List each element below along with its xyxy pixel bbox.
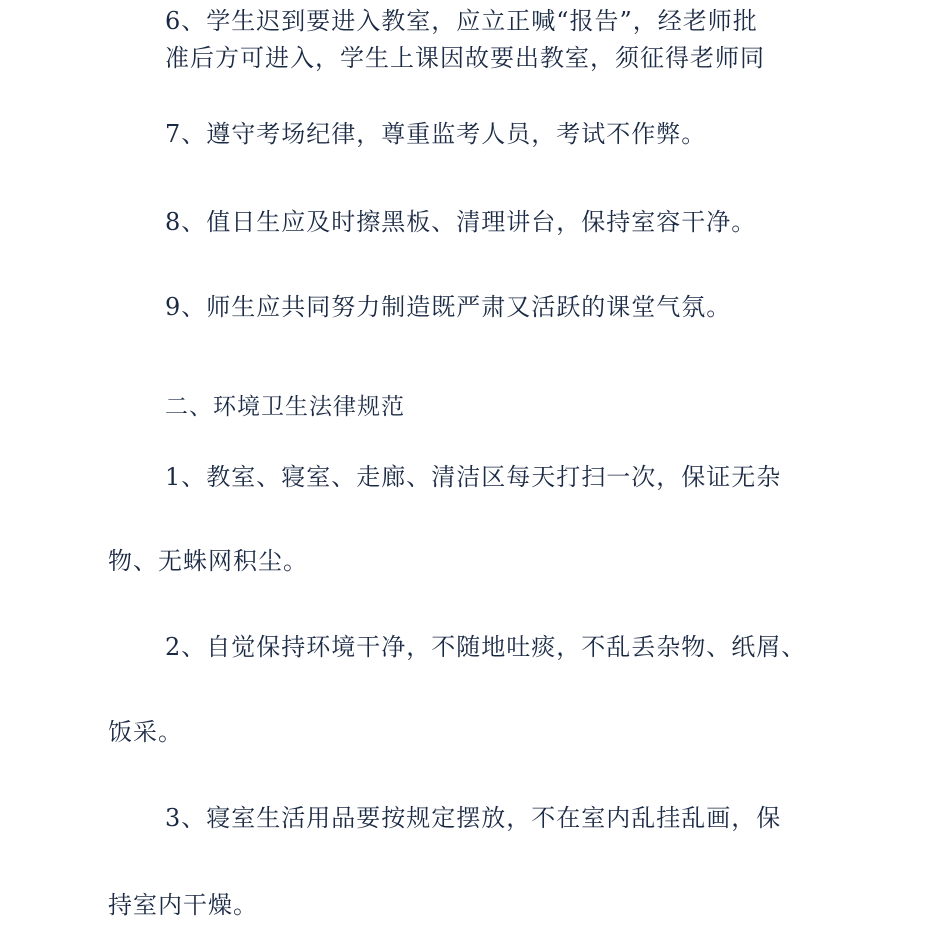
section-heading: 二、环境卫生法律规范	[165, 394, 405, 420]
rule-9: 9、师生应共同努力制造既严肃又活跃的课堂气氛。	[165, 293, 732, 321]
rule-7: 7、遵守考场纪律，尊重监考人员，考试不作弊。	[165, 120, 707, 148]
env-rule-1-line-2: 物、无蛛网积尘。	[108, 547, 308, 575]
rule-6-line-1: 6、学生迟到要进入教室，应立正喊“报告”，经老师批	[165, 7, 758, 35]
rule-8: 8、值日生应及时擦黑板、清理讲台，保持室容干净。	[165, 208, 757, 236]
env-rule-1-line-1: 1、教室、寝室、走廊、清洁区每天打扫一次，保证无杂	[165, 463, 782, 491]
env-rule-2-line-2: 饭采。	[108, 718, 183, 746]
env-rule-3-line-1: 3、寝室生活用品要按规定摆放，不在室内乱挂乱画，保	[165, 804, 782, 832]
env-rule-3-line-2: 持室内干燥。	[108, 891, 258, 919]
rule-6-line-2: 准后方可进入，学生上课因故要出教室，须征得老师同	[165, 44, 765, 72]
env-rule-2-line-1: 2、自觉保持环境干净，不随地吐痰，不乱丢杂物、纸屑、	[165, 633, 807, 661]
